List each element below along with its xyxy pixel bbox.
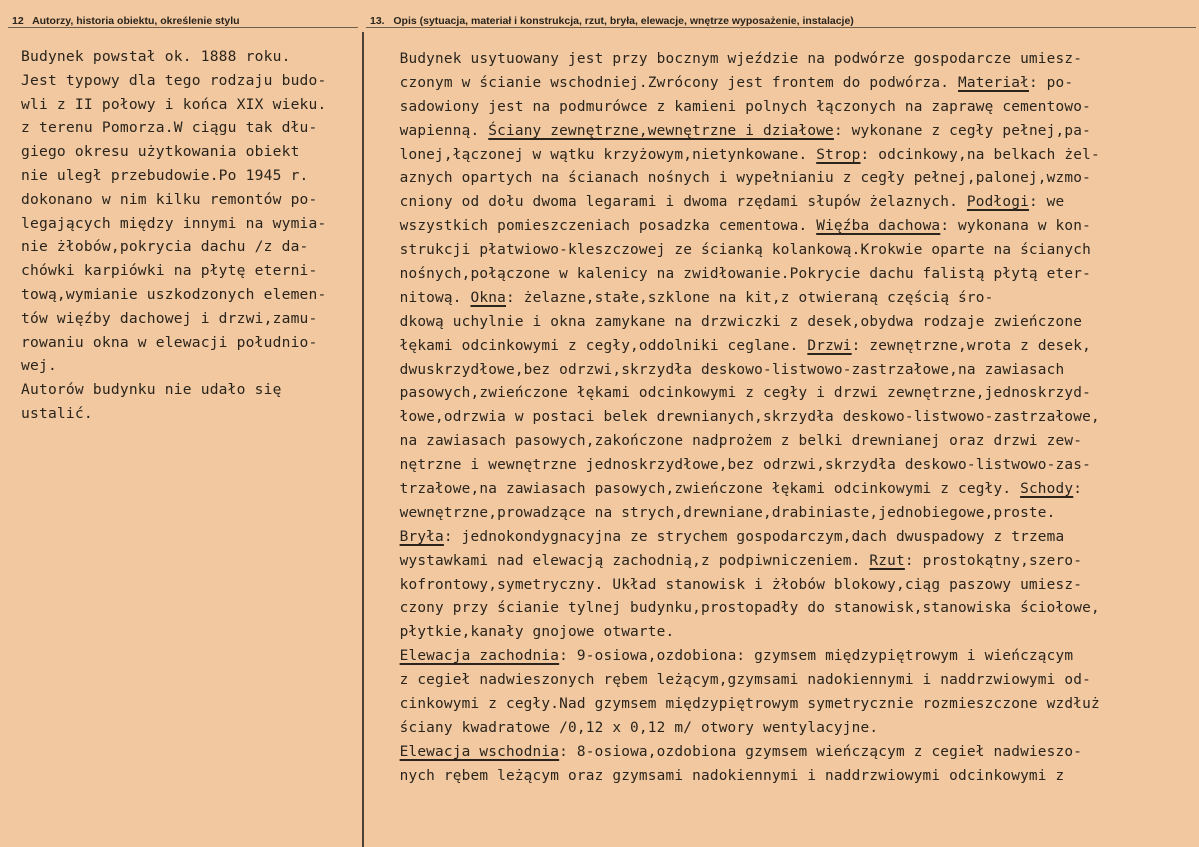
text-line	[373, 167, 1197, 191]
text-line: nie żłobów,pokrycia dachu /z da-	[12, 238, 309, 256]
text-line: ustalić.	[12, 404, 93, 422]
text-segment: cniony od dołu dwoma legarami i dwoma rzędami słupów żelaznych.	[373, 194, 967, 211]
text-line: nie uległ przebudowie.Po 1945 r.	[12, 166, 309, 184]
right-header-title: Opis (sytuacja, materiał i konstrukcja, rzut, bryła, elewacje, wnętrze wyposażenie, instalacje)	[393, 15, 854, 27]
text-segment: dwuskrzydłowe,bez odrzwi,skrzydła deskowo-listwowo-zastrzałowe,na zawiasach	[373, 361, 1065, 378]
text-segment: sadowiony jest na podmurówce z kamieni polnych łączonych na zaprawę cementowo-	[373, 98, 1091, 115]
text-line: Budynek powstał ok. 1888 roku.	[12, 48, 291, 65]
text-line	[373, 669, 1197, 693]
text-line	[373, 382, 1197, 406]
text-line: chówki karpiówki na płytę eterni-	[12, 262, 318, 280]
text-segment: nętrzne i wewnętrzne jednoskrzydłowe,bez odrzwi,skrzydła deskowo-listwowo-zas-	[373, 457, 1091, 474]
text-segment: : odcinkowy,na belkach żel-	[860, 146, 1100, 163]
section-heading: Okna	[470, 289, 506, 306]
text-segment: wapienną.	[373, 122, 489, 139]
text-line	[373, 191, 1197, 215]
text-line: legających między innymi na wymia-	[12, 214, 327, 232]
text-line	[373, 741, 1197, 765]
section-heading: Strop	[816, 146, 861, 163]
text-segment: aznych opartych na ścianach nośnych i wypełnianiu z cegły pełnej,palonej,wzmo-	[373, 170, 1091, 187]
text-segment: łowe,odrzwia w postaci belek drewnianych,skrzydła deskowo-listwowo-zastrzałowe,	[373, 409, 1100, 426]
text-segment: Budynek usytuowany jest przy bocznym wjeździe na podwórze gospodarcze umiesz-	[373, 51, 1083, 67]
text-line	[373, 621, 1197, 645]
text-segment: pasowych,zwieńczone łękami odcinkowymi z cegły i drzwi zewnętrzne,jednoskrzyd-	[373, 385, 1091, 402]
text-segment	[373, 648, 400, 664]
text-segment	[373, 529, 400, 545]
text-segment: wewnętrzne,prowadzące na strych,drewniane,drabiniaste,jednobiegowe,proste.	[373, 504, 1056, 521]
text-segment: : we	[1028, 194, 1065, 211]
left-header	[12, 15, 240, 27]
text-line	[373, 717, 1197, 741]
text-segment: nitową.	[373, 289, 471, 306]
text-segment: : wykonane z cegły pełnej,pa-	[833, 122, 1091, 139]
text-line	[373, 454, 1197, 478]
text-line	[373, 478, 1197, 502]
text-segment: : po-	[1028, 74, 1074, 91]
text-line: z terenu Pomorza.W ciągu tak dłu-	[12, 119, 318, 137]
text-segment: czonym w ścianie wschodniej.Zwrócony jest frontem do podwórza.	[373, 74, 959, 91]
right-header-rule	[366, 27, 1196, 28]
text-line	[373, 335, 1197, 359]
text-segment: wystawkami nad elewacją zachodnią,z podpiwniczeniem.	[373, 552, 870, 569]
text-line	[373, 287, 1197, 311]
text-line	[373, 765, 1197, 789]
section-heading: Materiał	[958, 74, 1029, 91]
left-header-rule	[8, 27, 358, 28]
right-column-text	[373, 48, 1197, 789]
text-segment: trzałowe,na zawiasach pasowych,zwieńczone łękami odcinkowymi z cegły.	[373, 481, 1021, 498]
text-segment: nych rębem leżącym oraz gzymsami nadokiennymi i naddrzwiowymi odcinkowymi z	[373, 767, 1065, 784]
text-segment: ściany kwadratowe /0,12 x 0,12 m/ otwory wentylacyjne.	[373, 719, 879, 736]
section-heading: Ściany zewnętrzne,wewnętrzne i działowe	[488, 122, 834, 139]
text-line	[373, 359, 1197, 383]
text-line	[373, 406, 1197, 430]
text-segment: : wykonana w kon-	[940, 218, 1091, 235]
left-header-number: 12	[12, 15, 24, 27]
text-segment: : 9-osiowa,ozdobiona: gzymsem międzypiętrowym i wieńczącym	[559, 648, 1074, 665]
text-segment: : jednokondygnacyjna ze strychem gospodarczym,dach dwuspadowy z trzema	[443, 528, 1065, 545]
text-segment	[373, 744, 400, 760]
text-segment: strukcji płatwiowo-kleszczowej ze ścianką kolankową.Krokwie oparte na ścianych	[373, 242, 1091, 259]
column-divider	[362, 32, 364, 847]
text-line	[373, 311, 1197, 335]
section-heading: Drzwi	[807, 337, 852, 354]
section-heading: Elewacja zachodnia	[399, 648, 560, 665]
text-segment: dkową uchylnie i okna zamykane na drzwiczki z desek,obydwa rodzaje zwieńczone	[373, 313, 1083, 330]
text-segment: płytkie,kanały gnojowe otwarte.	[373, 624, 675, 641]
text-line: wli z II połowy i końca XIX wieku.	[12, 95, 327, 113]
text-line: Autorów budynku nie udało się	[12, 381, 282, 399]
section-heading: Bryła	[399, 528, 444, 545]
text-line: rowaniu okna w elewacji południo-	[12, 333, 318, 351]
text-line	[373, 239, 1197, 263]
text-segment: kofrontowy,symetryczny. Układ stanowisk i żłobów blokowy,ciąg paszowy umiesz-	[373, 576, 1083, 593]
right-header-number: 13.	[370, 15, 385, 27]
text-line	[373, 48, 1197, 72]
text-line	[373, 597, 1197, 621]
text-segment: wszystkich pomieszczeniach posadzka cementowa.	[373, 218, 817, 235]
text-line: Jest typowy dla tego rodzaju budo-	[12, 71, 327, 89]
text-segment: cinkowymi z cegły.Nad gzymsem międzypiętrowym symetrycznie rozmieszczone wzdłuż	[373, 696, 1100, 713]
text-line: dokonano w nim kilku remontów po-	[12, 190, 318, 208]
text-segment: : żelazne,stałe,szklone na kit,z otwieraną częścią śro-	[505, 289, 994, 306]
text-line	[373, 120, 1197, 144]
text-line	[373, 645, 1197, 669]
right-header	[370, 15, 854, 27]
text-line	[373, 574, 1197, 598]
section-heading: Schody	[1020, 481, 1074, 498]
section-heading: Elewacja wschodnia	[399, 743, 560, 760]
section-heading: Więźba dachowa	[816, 218, 941, 235]
left-column-text	[12, 45, 357, 426]
text-segment: z cegieł nadwieszonych rębem leżącym,gzymsami nadokiennymi i naddrzwiowymi od-	[373, 672, 1091, 689]
text-line	[373, 502, 1197, 526]
text-line: wej.	[12, 357, 57, 375]
text-line: tową,wymianie uszkodzonych elemen-	[12, 285, 327, 303]
text-segment: na zawiasach pasowych,zakończone nadprożem z belki drewnianej oraz drzwi zew-	[373, 433, 1083, 450]
text-segment: nośnych,połączone w kalenicy na zwidłowanie.Pokrycie dachu falistą płytą eter-	[373, 266, 1091, 283]
text-line	[373, 144, 1197, 168]
text-line: giego okresu użytkowania obiekt	[12, 143, 300, 161]
text-line	[373, 430, 1197, 454]
section-heading: Rzut	[869, 552, 905, 569]
text-line	[373, 526, 1197, 550]
text-line	[373, 550, 1197, 574]
text-segment: czony przy ścianie tylnej budynku,prostopadły do stanowisk,stanowiska ściołowe,	[373, 600, 1100, 617]
text-segment: :	[1073, 481, 1083, 498]
section-heading: Podłogi	[966, 194, 1029, 211]
text-line	[373, 215, 1197, 239]
text-line	[373, 96, 1197, 120]
text-segment: lonej,łączonej w wątku krzyżowym,nietynkowane.	[373, 146, 817, 163]
text-line	[373, 72, 1197, 96]
text-segment: : zewnętrzne,wrota z desek,	[851, 337, 1091, 354]
text-line	[373, 693, 1197, 717]
text-segment: : 8-osiowa,ozdobiona gzymsem wieńczącym z cegieł nadwieszo-	[559, 743, 1083, 760]
text-line	[373, 263, 1197, 287]
text-segment: : prostokątny,szero-	[904, 552, 1083, 569]
text-line: tów więźby dachowej i drzwi,zamu-	[12, 309, 318, 327]
left-header-title: Autorzy, historia obiektu, określenie stylu	[32, 15, 240, 27]
text-segment: łękami odcinkowymi z cegły,oddolniki ceglane.	[373, 337, 808, 354]
